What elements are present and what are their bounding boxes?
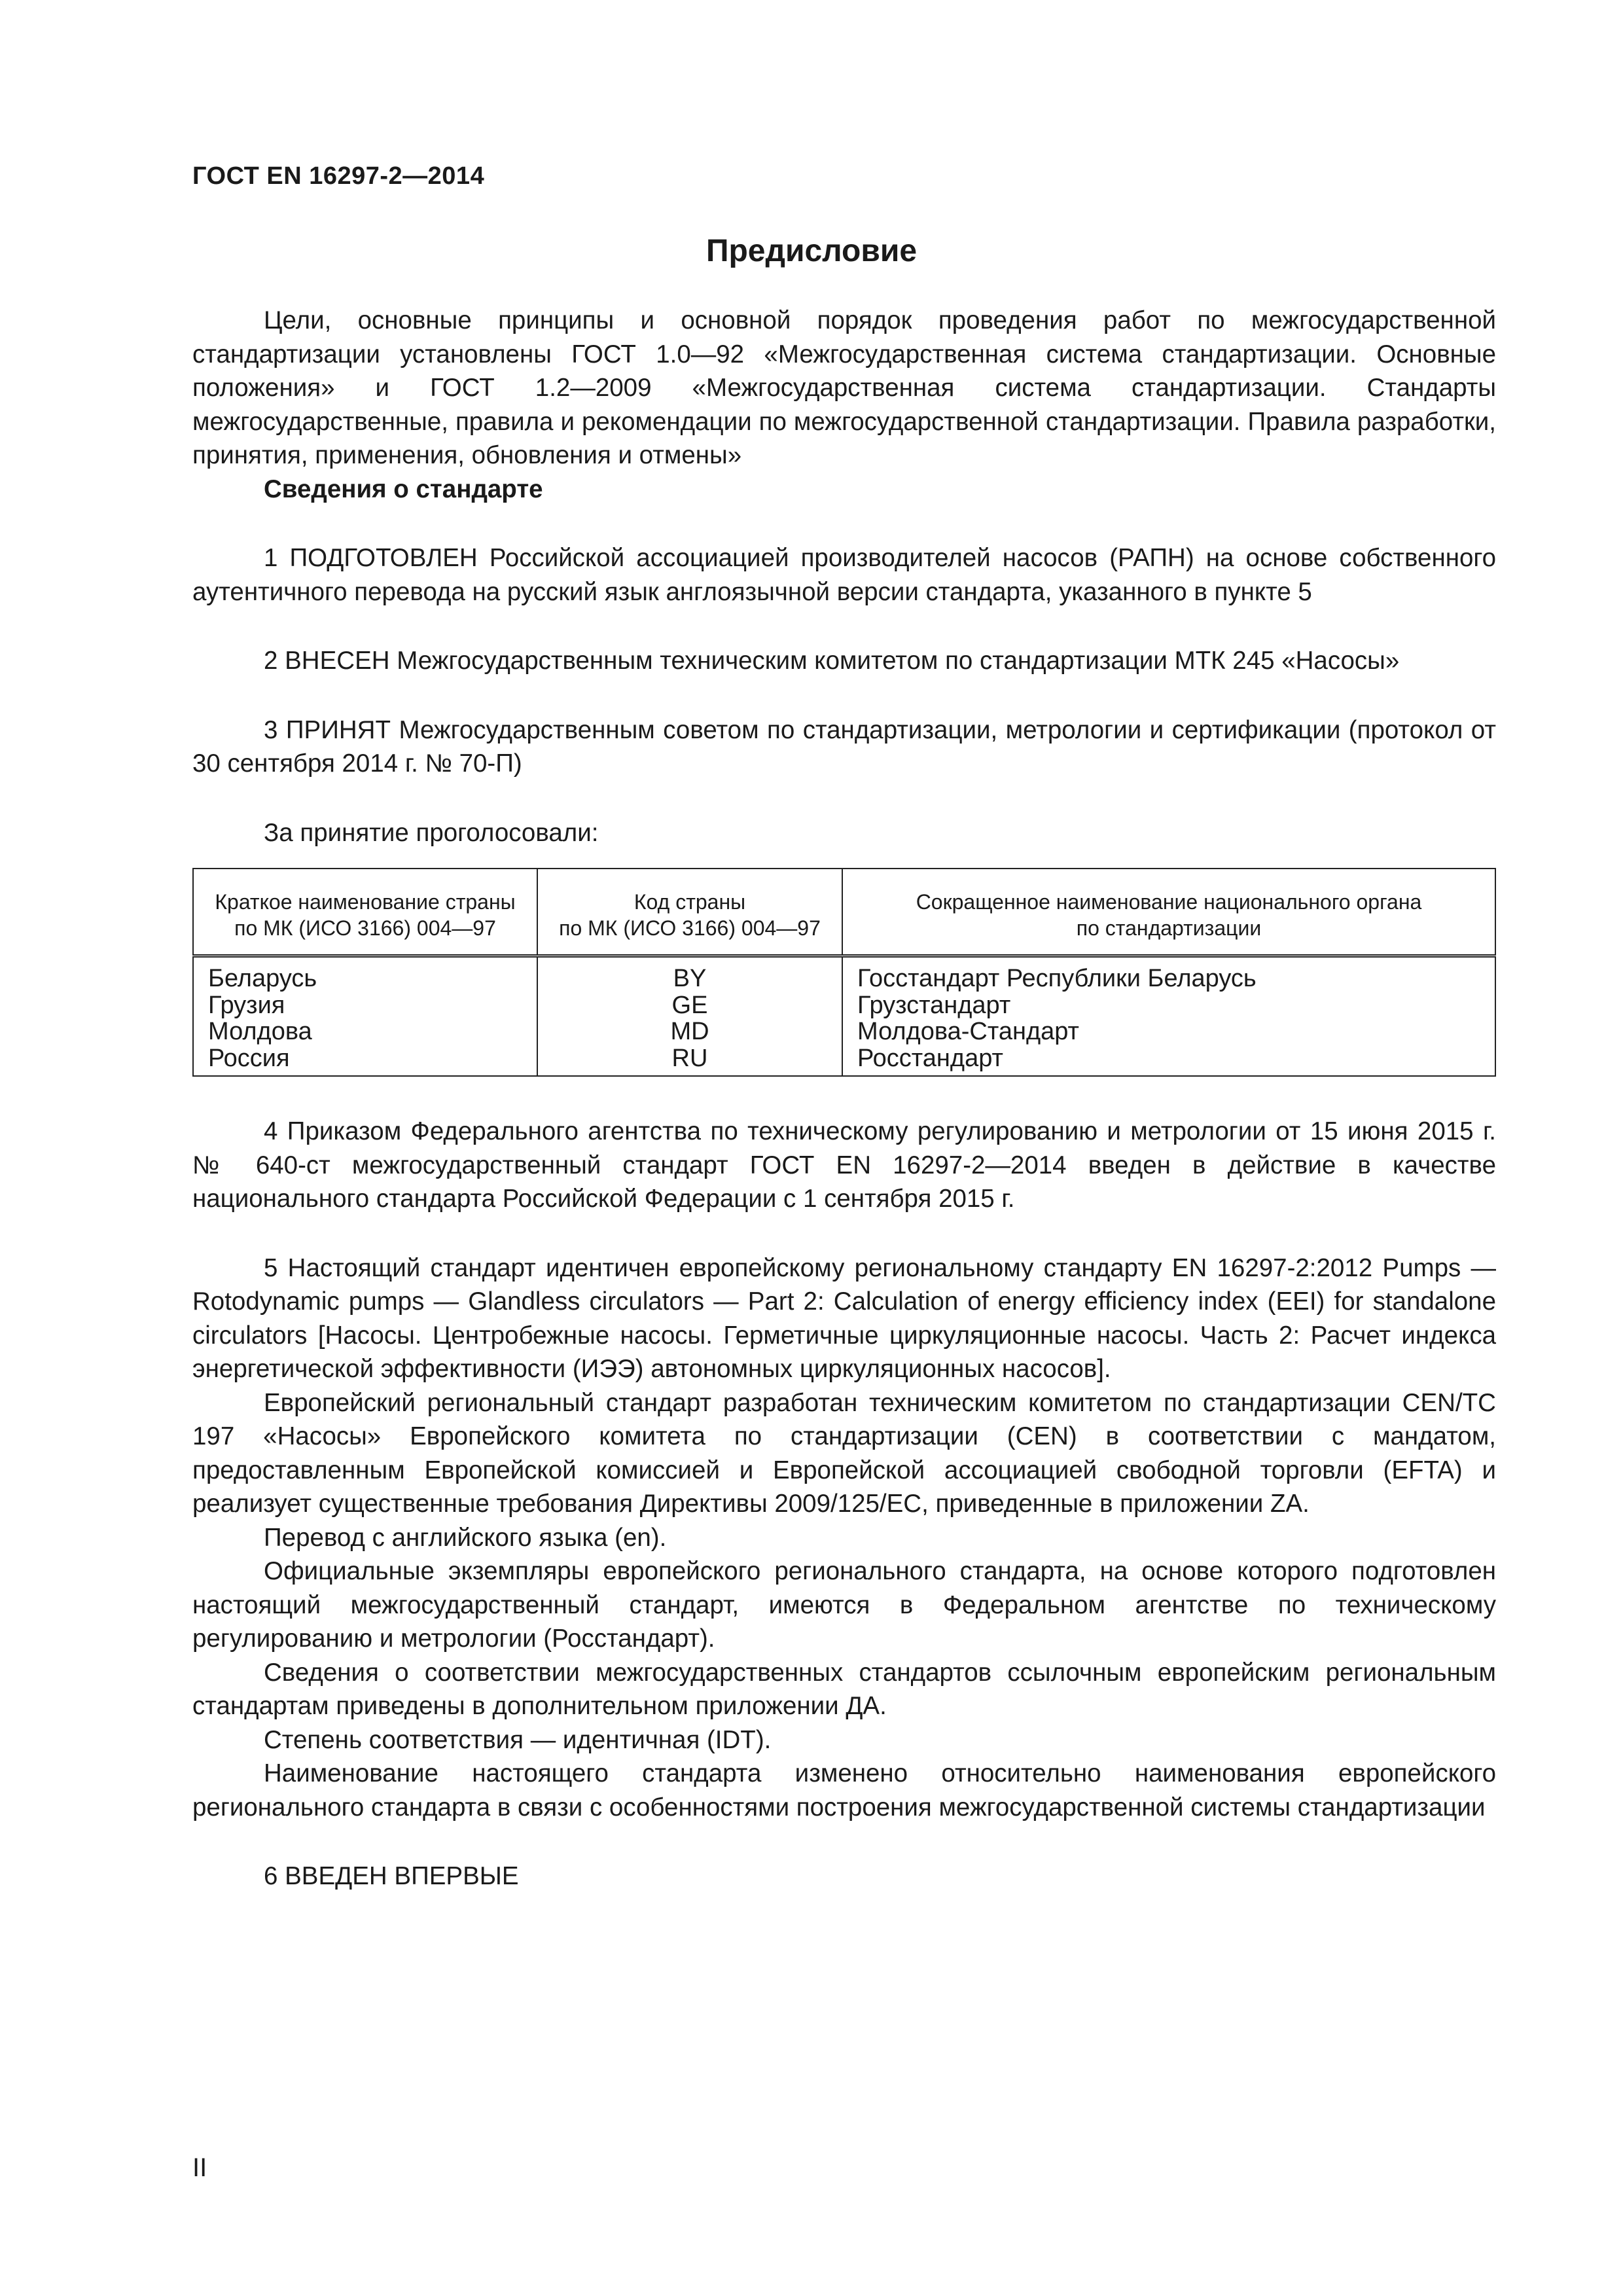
country-cell: Грузия [193,992,537,1019]
header-line: Код страны [633,890,746,914]
section-subheading: Сведения о стандарте [264,475,543,503]
code-cell: BY [537,956,842,992]
voting-table [192,868,1496,1077]
item-5-paragraph-6: Степень соответствия — идентичная (IDT). [264,1725,772,1754]
item-1: 1 ПОДГОТОВЛЕН Российской ассоциацией производителей насосов (РАПН) на основе собственного аутентичного перевода на русский язык англоязычной версии стандарта, указанного в пункте 5 [192,544,1496,606]
code-cell: MD [537,1018,842,1045]
header-line: по стандартизации [1076,916,1262,940]
table-header-country [193,869,537,956]
item-5-paragraph-7: Наименование настоящего стандарта изменено относительно наименования европейского регионального стандарта в связи с особенностями построения межгосударственной системы стандартизации [192,1759,1496,1821]
item-5-paragraph-4: Официальные экземпляры европейского регионального стандарта, на основе которого подготовлен настоящий межгосударственный стандарт, имеются в Федеральном агентстве по техническому регулированию и метрологии (Росстандарт). [192,1557,1496,1653]
item-3: 3 ПРИНЯТ Межгосударственным советом по стандартизации, метрологии и сертификации (протокол от 30 сентября 2014 г. № 70-П) [192,715,1496,778]
item-5-paragraph-3: Перевод с английского языка (en). [264,1523,667,1552]
body-cell: Грузстандарт [842,992,1495,1019]
header-line: по МК (ИСО 3166) 004—97 [559,916,821,940]
item-2: 2 ВНЕСЕН Межгосударственным техническим комитетом по стандартизации МТК 245 «Насосы» [264,647,1400,675]
table-row [193,1018,1495,1045]
body-cell: Молдова-Стандарт [842,1018,1495,1045]
table-row [193,1045,1495,1077]
table-row [193,992,1495,1019]
table-header-code [537,869,842,956]
country-cell: Молдова [193,1018,537,1045]
country-cell: Россия [193,1045,537,1077]
body-cell: Госстандарт Республики Беларусь [842,956,1495,992]
header-line: Краткое наименование страны [215,890,516,914]
header-line: Сокращенное наименование национального органа [916,890,1422,914]
item-6: 6 ВВЕДЕН ВПЕРВЫЕ [264,1862,519,1890]
page-content [192,304,1496,1893]
body-cell: Росстандарт [842,1045,1495,1077]
code-cell: GE [537,992,842,1019]
intro-paragraph: Цели, основные принципы и основной порядок проведения работ по межгосударственной стандартизации установлены ГОСТ 1.0—92 «Межгосударственная система стандартизации. Основные положения» и ГОСТ 1.2—2009 «Межгосударственная система стандартизации. Стандарты межгосударственные, правила и рекомендации по межгосударственной стандартизации. Правила разработки, принятия, применения, обновления и отмены» [192,306,1496,469]
document-id-header: ГОСТ EN 16297-2—2014 [192,162,485,190]
item-5-paragraph-5: Сведения о соответствии межгосударственных стандартов ссылочным европейским региональным стандартам приведены в дополнительном приложении ДА. [192,1658,1496,1720]
item-5-paragraph-2: Европейский региональный стандарт разработан техническим комитетом по стандартизации CEN/TC 197 «Насосы» Европейского комитета по стандартизации (CEN) в соответствии с мандатом, предоставленным Европейской комиссией и Европейской ассоциацией свободной торговли (EFTA) и реализует существенные требования Директивы 2009/125/EC, приведенные в приложении ZA. [192,1388,1496,1518]
item-4: 4 Приказом Федерального агентства по техническому регулированию и метрологии от 15 июня 2015 г. № 640-ст межгосударственный стандарт ГОСТ EN 16297-2—2014 введен в действие в качестве национального стандарта Российской Федерации с 1 сентября 2015 г. [192,1117,1496,1213]
voted-label: За принятие проголосовали: [264,818,599,847]
page-number: II [192,2153,207,2182]
item-5: 5 Настоящий стандарт идентичен европейскому региональному стандарту EN 16297-2:2012 Pumps — Rotodynamic pumps — Glandless circulators — Part 2: Calculation of energy efficiency index (EEI) for standalone circulators [Насосы. Центробежные насосы. Герметичные циркуляционные насосы. Часть 2: Расчет индекса энергетической эффективности (ИЭЭ) автономных циркуляционных насосов]. [192,1253,1496,1383]
table-header-body [842,869,1495,956]
header-line: по МК (ИСО 3166) 004—97 [234,916,496,940]
table-row [193,956,1495,992]
page-title: Предисловие [705,234,918,268]
country-cell: Беларусь [193,956,537,992]
code-cell: RU [537,1045,842,1077]
